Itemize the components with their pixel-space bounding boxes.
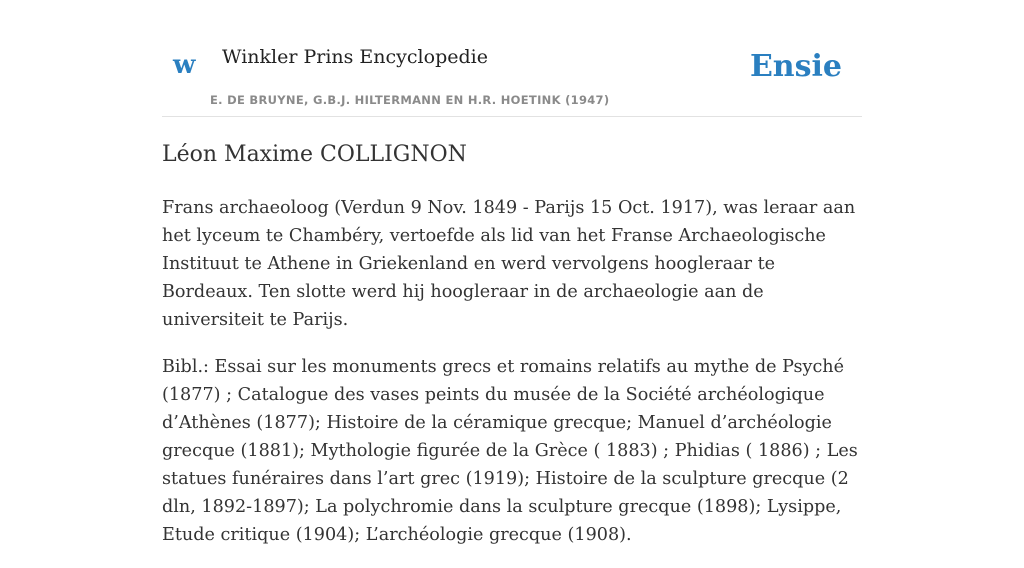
article [162,138,862,568]
winkler-prins-logo[interactable]: w [173,50,196,80]
ensie-logo-link[interactable]: Ensie [749,49,842,84]
authors-line: E. DE BRUYNE, G.B.J. HILTERMANN EN H.R. HOETINK (1947) [210,93,610,107]
article-title: Léon Maxime COLLIGNON [162,142,467,167]
article-paragraph-bibliography: Bibl.: Essai sur les monuments grecs et romains relatifs au mythe de Psyché (1877) ; Catalogue des vases peints du musée de la Société archéologique d’Athènes (1877); Histoire de la céramique grecque; Manuel d’archéologie grecque (1881); Mythologie figurée de la Grèce ( 1883) ; Phidias ( 1886) ; Les statues funéraires dans l’art grec (1919); Histoire de la sculpture grecque (2 dln, 1892-1897); La polychromie dans la sculpture grecque (1898); Lysippe, Etude critique (1904); L’archéologie grecque (1908). [162,357,858,545]
site-title[interactable]: Winkler Prins Encyclopedie [222,46,488,68]
header [162,0,862,117]
article-paragraph-biography: Frans archaeoloog (Verdun 9 Nov. 1849 - Parijs 15 Oct. 1917), was leraar aan het lyceum te Chambéry, vertoefde als lid van het Franse Archaeologische Instituut te Athene in Griekenland en werd vervolgens hoogleraar te Bordeaux. Ten slotte werd hij hoogleraar in de archaeologie aan de universiteit te Parijs. [162,198,856,330]
